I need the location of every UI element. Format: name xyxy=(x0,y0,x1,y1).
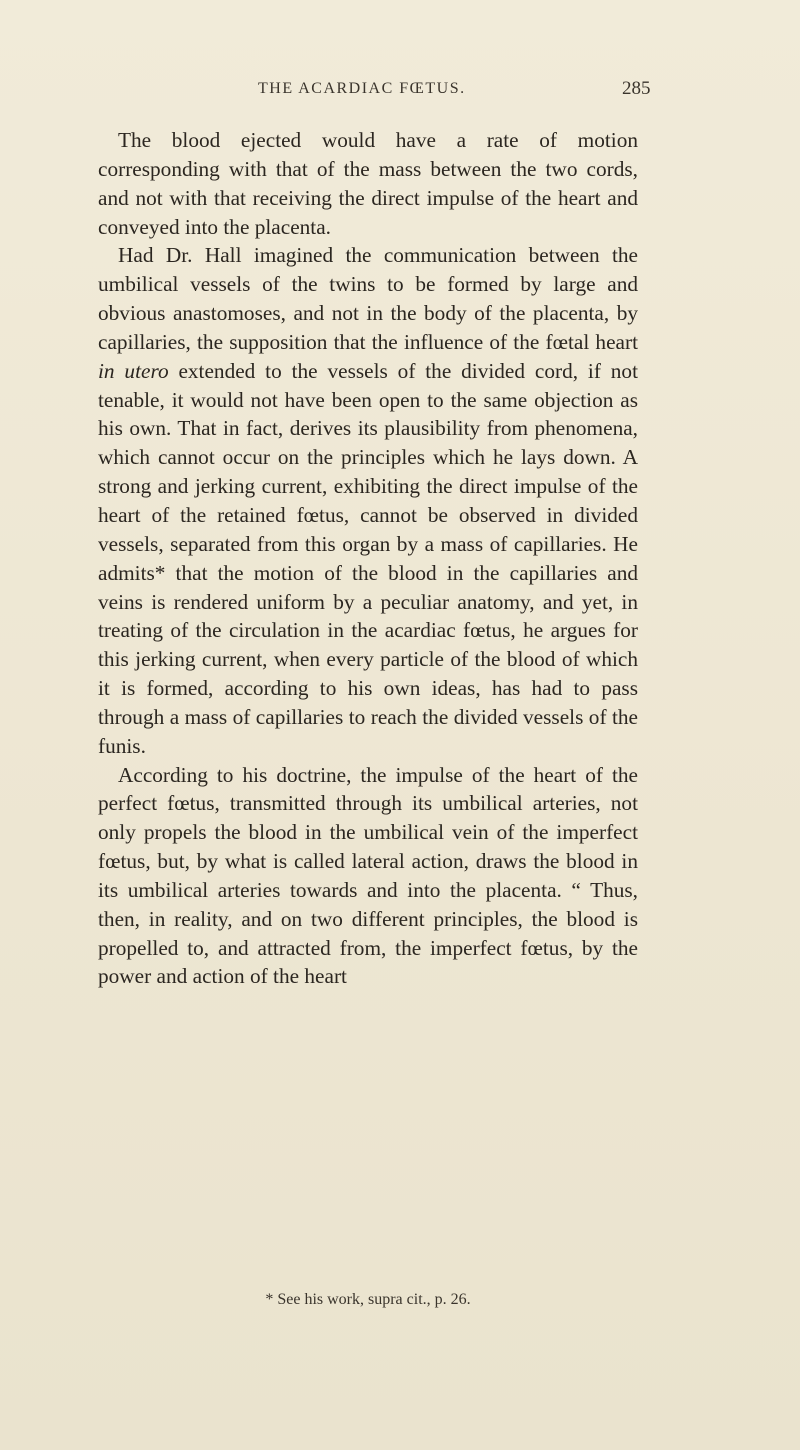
paragraph-1 xyxy=(98,126,638,241)
paragraph-2-italic-phrase: in utero xyxy=(98,358,169,383)
paragraph-3-text: According to his doctrine, the impulse of the heart of the perfect fœtus, transmitted through its umbilical arteries, not only propels the blood in the umbilical vein of the imperfect fœtus, but, by what is called lateral action, draws the blood in its umbilical arteries towards and into the placenta. “ Thus, then, in reality, and on two different principles, the blood is propelled to, and attracted from, the imperfect fœtus, by the power and action of the heart xyxy=(98,762,638,989)
body-text xyxy=(98,126,638,991)
running-title: THE ACARDIAC FŒTUS. xyxy=(258,80,466,97)
page-number: 285 xyxy=(622,78,651,99)
paragraph-2-text-b: extended to the vessels of the divided cord, if not tenable, it would not have been open to the same objection as his own. That in fact, derives its plausibility from phenomena, which cannot occur on the principles which he lays down. A strong and jerking current, exhibiting the direct impulse of the heart of the retained fœtus, cannot be observed in divided vessels, separated from this organ by a mass of capillaries. He admits* that the motion of the blood in the capillaries and veins is rendered uniform by a peculiar anatomy, and yet, in treating of the circulation in the acardiac fœtus, he argues for this jerking current, when every particle of the blood of which it is formed, according to his own ideas, has had to pass through a mass of capillaries to reach the divided vessels of the funis. xyxy=(98,358,638,758)
footnote: * See his work, supra cit., p. 26. xyxy=(265,1291,471,1308)
paragraph-2-text-a: Had Dr. Hall imagined the communication between the umbilical vessels of the twins to be formed by large and obvious anastomoses, and not in the body of the placenta, by capillaries, the supposition that the influence of the fœtal heart xyxy=(98,243,638,354)
running-head xyxy=(0,80,800,110)
paragraph-2 xyxy=(98,241,638,760)
paragraph-1-text: The blood ejected would have a rate of motion corresponding with that of the mass between the two cords, and not with that receiving the direct impulse of the heart and conveyed into the placenta. xyxy=(98,128,638,239)
paragraph-3 xyxy=(98,761,638,992)
